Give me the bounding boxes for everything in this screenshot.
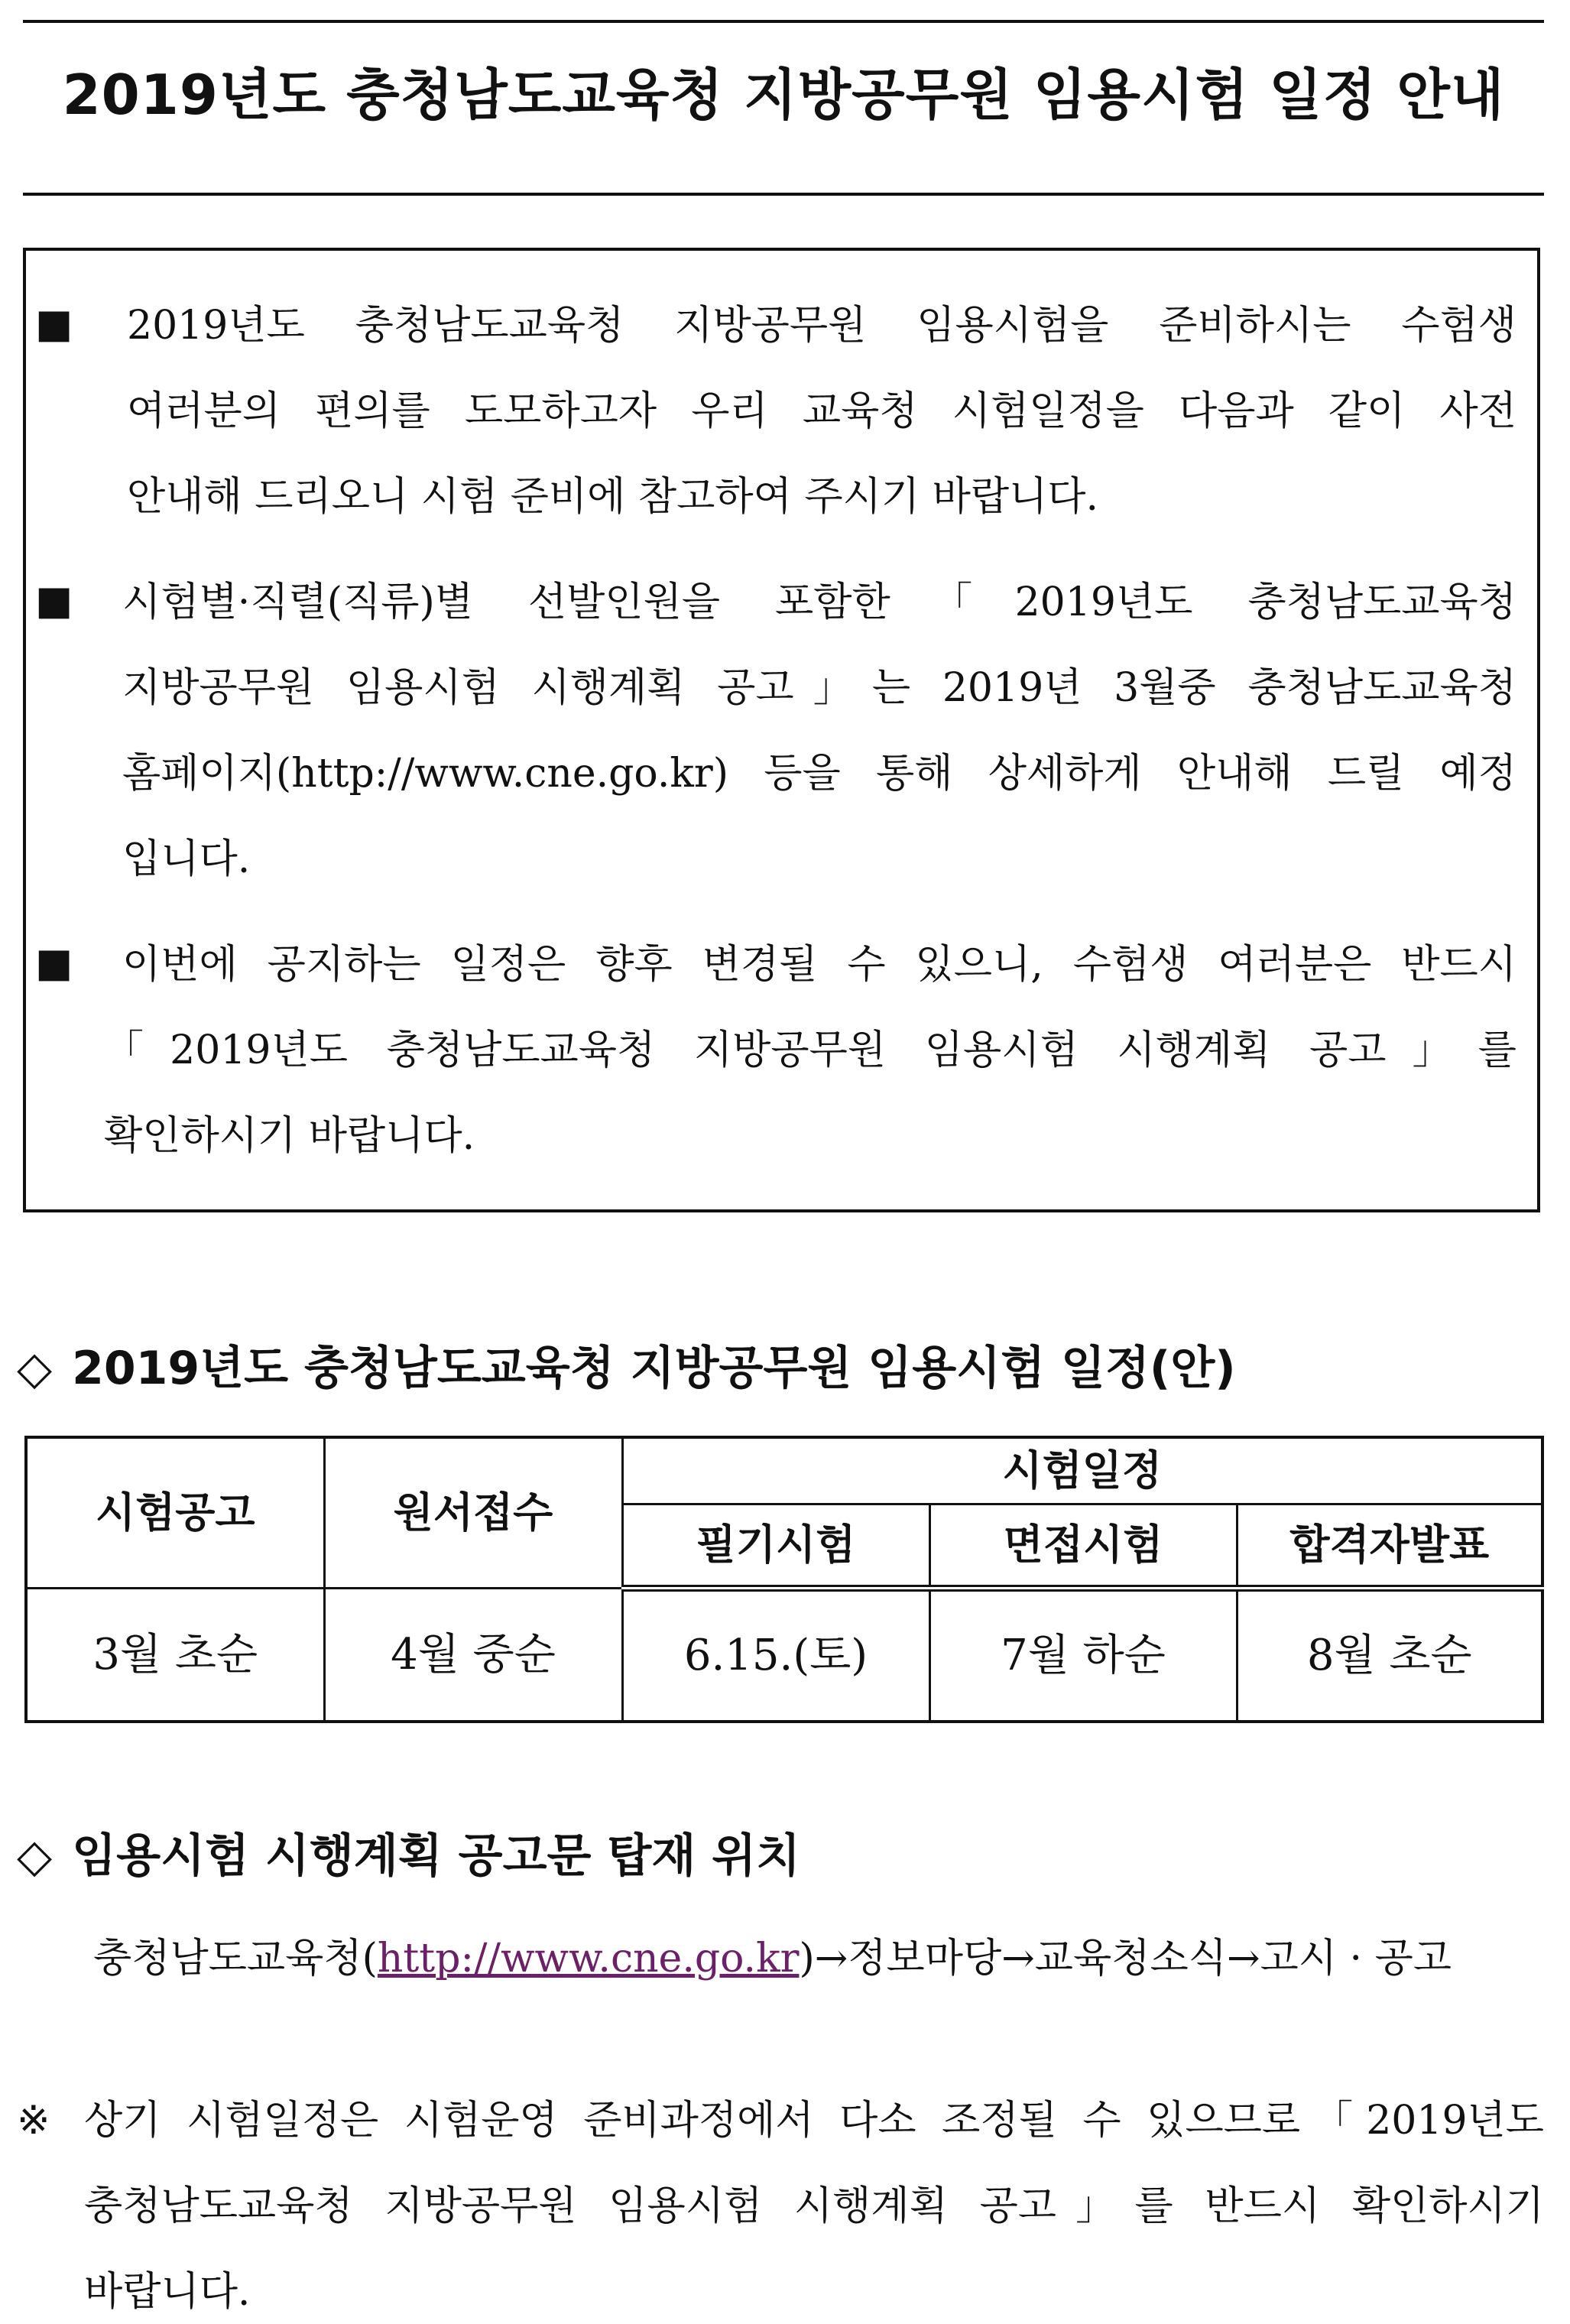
path-suffix: )→정보마당→교육청소식→고시 · 공고	[799, 1936, 1452, 1982]
notice-p2-line1: 시험별·직렬(직류)별 선발인원을 포함한「2019년도 충청남도교육청	[122, 579, 1516, 625]
notice-p3-line3: 확인하시기 바랍니다.	[104, 1113, 475, 1159]
cell-announce: 3월 초순	[26, 1589, 324, 1722]
footnote-line1: 상기 시험일정은 시험운영 준비과정에서 다소 조정될 수 있으므로「2019년도	[84, 2098, 1544, 2144]
notice-p1-line1: 2019년도 충청남도교육청 지방공무원 임용시험을 준비하시는 수험생	[127, 303, 1516, 349]
location-path	[93, 1936, 1452, 1982]
cne-homepage-link[interactable]: http://www.cne.go.kr	[377, 1936, 800, 1982]
header-exam-schedule: 시험일정	[622, 1437, 1542, 1504]
location-heading-text: 임용시험 시행계획 공고문 탑재 위치	[72, 1829, 801, 1883]
reference-mark-icon: ※	[17, 2098, 50, 2144]
notice-p2-line3: 홈페이지(http://www.cne.go.kr) 등을 통해 상세하게 안내해 드릴 예정	[122, 751, 1516, 797]
header-result: 합격자발표	[1237, 1504, 1542, 1589]
location-heading	[17, 1829, 801, 1883]
schedule-heading	[17, 1342, 1236, 1395]
notice-p3-line2: 「2019년도 충청남도교육청 지방공무원 임용시험 시행계획 공고」를	[104, 1027, 1516, 1073]
notice-bullet-2: ■	[35, 578, 73, 624]
header-interview: 면접시험	[929, 1504, 1237, 1589]
footnote-line2: 충청남도교육청 지방공무원 임용시험 시행계획 공고」를 반드시 확인하시기	[84, 2183, 1544, 2229]
diamond-icon: ◇	[17, 1342, 53, 1395]
cell-result: 8월 초순	[1237, 1589, 1542, 1722]
header-apply: 원서접수	[324, 1437, 622, 1589]
notice-p1-line2: 여러분의 편의를 도모하고자 우리 교육청 시험일정을 다음과 같이 사전	[127, 388, 1516, 434]
diamond-icon: ◇	[17, 1829, 53, 1883]
cell-written: 6.15.(토)	[622, 1589, 929, 1722]
table-row	[26, 1589, 1542, 1722]
notice-p1-line3: 안내해 드리오니 시험 준비에 참고하여 주시기 바랍니다.	[127, 474, 1099, 520]
header-written: 필기시험	[622, 1504, 929, 1589]
title-bottom-rule	[23, 193, 1544, 196]
schedule-table	[24, 1436, 1544, 1723]
cell-apply: 4월 중순	[324, 1589, 622, 1722]
notice-p3-line1: 이번에 공지하는 일정은 향후 변경될 수 있으니, 수험생 여러분은 반드시	[122, 942, 1516, 988]
header-announce: 시험공고	[26, 1437, 324, 1589]
schedule-heading-text: 2019년도 충청남도교육청 지방공무원 임용시험 일정(안)	[72, 1342, 1236, 1395]
top-rule	[23, 20, 1544, 23]
page-title: 2019년도 충청남도교육청 지방공무원 임용시험 일정 안내	[62, 63, 1505, 127]
path-prefix: 충청남도교육청(	[93, 1936, 378, 1982]
notice-p2-line4: 입니다.	[122, 836, 251, 882]
notice-bullet-3: ■	[35, 940, 73, 986]
notice-bullet-1: ■	[35, 301, 73, 347]
footnote-line3: 바랍니다.	[84, 2269, 251, 2315]
notice-p2-line2: 지방공무원 임용시험 시행계획 공고」는 2019년 3월중 충청남도교육청	[122, 665, 1516, 711]
cell-interview: 7월 하순	[929, 1589, 1237, 1722]
